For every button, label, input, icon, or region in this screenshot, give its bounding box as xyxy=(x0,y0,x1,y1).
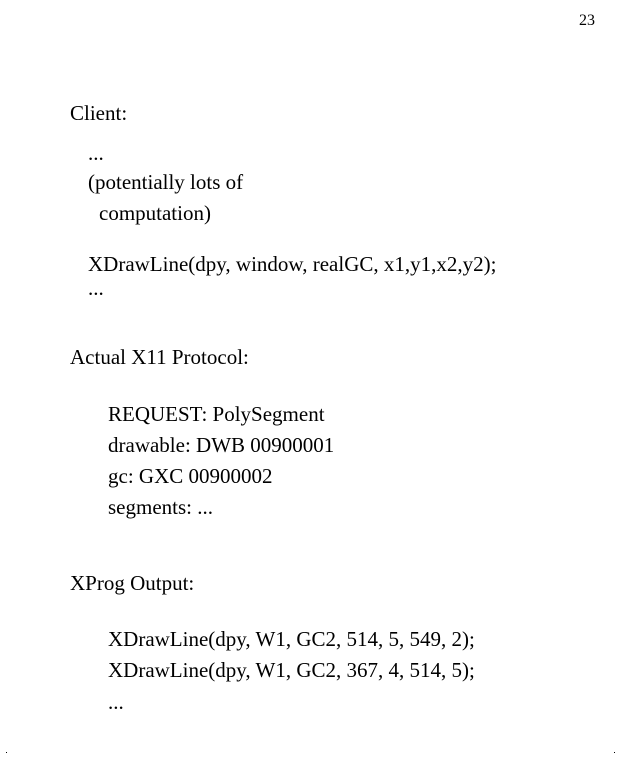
client-xdrawline-call: XDrawLine(dpy, window, realGC, x1,y1,x2,y2); xyxy=(88,252,497,276)
corner-mark-right xyxy=(614,752,615,753)
page-number: 23 xyxy=(579,12,595,29)
protocol-request-line: REQUEST: PolySegment xyxy=(108,402,325,426)
protocol-gc-line: gc: GXC 00900002 xyxy=(108,464,273,488)
protocol-segments-line: segments: ... xyxy=(108,495,213,519)
xprog-output-ellipsis: ... xyxy=(108,690,124,714)
xprog-output-line-1: XDrawLine(dpy, W1, GC2, 514, 5, 549, 2); xyxy=(108,627,475,651)
xprog-heading: XProg Output: xyxy=(70,571,195,595)
xprog-output-line-2: XDrawLine(dpy, W1, GC2, 367, 4, 514, 5); xyxy=(108,658,475,682)
client-comment-line-2: computation) xyxy=(99,201,211,225)
client-ellipsis-bottom: ... xyxy=(88,276,104,300)
protocol-drawable-line: drawable: DWB 00900001 xyxy=(108,433,335,457)
client-comment-line-1: (potentially lots of xyxy=(88,170,244,194)
protocol-heading: Actual X11 Protocol: xyxy=(70,345,249,369)
client-ellipsis-top: ... xyxy=(88,141,104,165)
corner-mark-left xyxy=(6,752,7,753)
client-heading: Client: xyxy=(70,101,128,125)
